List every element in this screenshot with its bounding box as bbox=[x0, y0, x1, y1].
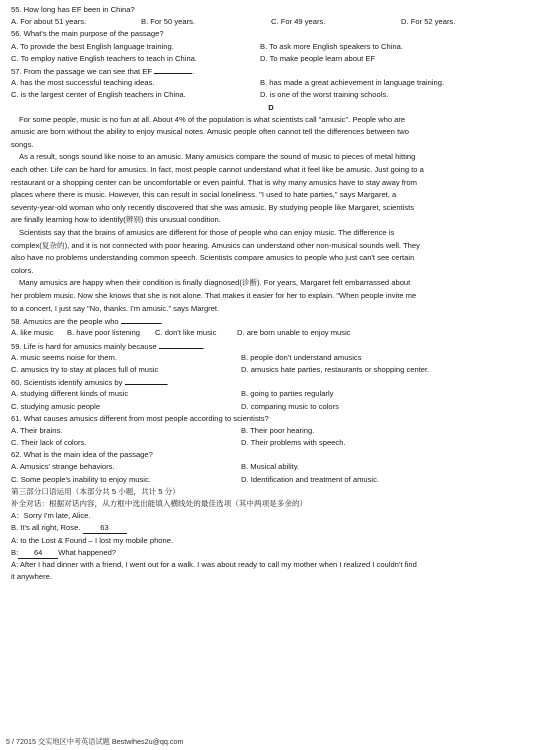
question-61-options-ab bbox=[11, 425, 531, 437]
question-59-options-ab bbox=[11, 352, 531, 364]
dialogue-line-3: A: to the Lost & Found – I lost my mobile phone. bbox=[11, 535, 174, 545]
option-55-a[interactable]: A. For about 51 years. bbox=[11, 17, 87, 27]
option-57-a[interactable]: A. has the most successful teaching ideas. bbox=[11, 78, 155, 88]
option-58-c[interactable]: C. don't like music bbox=[155, 328, 217, 338]
option-57-b[interactable]: B. has made a great achievement in language training. bbox=[260, 78, 445, 88]
dialogue-line-2: B. It's all right, Rose. 63 bbox=[11, 522, 531, 534]
option-56-c[interactable]: C. To employ native English teachers to teach in China. bbox=[11, 53, 198, 63]
option-58-d[interactable]: D. are born unable to enjoy music bbox=[237, 328, 351, 338]
option-60-b[interactable]: B. going to parties regularly bbox=[241, 389, 334, 399]
question-62-options-cd bbox=[11, 474, 531, 486]
option-57-d[interactable]: D. is one of the worst training schools. bbox=[260, 90, 389, 100]
dialogue-line-4: B: 64 What happened? bbox=[11, 547, 117, 557]
exam-page bbox=[11, 4, 531, 583]
question-62-options-ab bbox=[11, 461, 531, 473]
question-59-stem: 59. Life is hard for amusics mainly because . bbox=[11, 341, 205, 351]
answer-blank-64[interactable]: 64 bbox=[18, 548, 58, 559]
question-60-stem: 60. Scientists identify amusics by . bbox=[11, 378, 169, 388]
option-61-c[interactable]: C. Their lack of colors. bbox=[11, 438, 87, 448]
option-60-d[interactable]: D. comparing music to colors bbox=[241, 401, 339, 411]
question-58-stem: 58. Amusics are the people who . bbox=[11, 317, 163, 327]
part3-title: 第三部分口语运用（本部分共 5 小题，共计 5 分） bbox=[11, 486, 180, 496]
question-55-stem: 55. How long has EF been in China? bbox=[11, 5, 135, 14]
option-58-a[interactable]: A. like music bbox=[11, 328, 54, 338]
question-55-options bbox=[11, 16, 531, 28]
question-60-options-cd bbox=[11, 401, 531, 413]
option-59-b[interactable]: B. people don't understand amusics bbox=[241, 352, 362, 362]
question-57-options-cd bbox=[11, 89, 531, 101]
question-61-options-cd bbox=[11, 437, 531, 449]
section-d-label: D bbox=[268, 102, 274, 112]
answer-blank[interactable] bbox=[159, 340, 203, 349]
option-62-c[interactable]: C. Some people's inability to enjoy music. bbox=[11, 474, 151, 484]
option-59-d[interactable]: D. amusics hate parties, restaurants or shopping center. bbox=[241, 364, 430, 374]
option-58-b[interactable]: B. have poor listening bbox=[67, 328, 141, 338]
option-61-d[interactable]: D. Their problems with speech. bbox=[241, 438, 346, 448]
answer-blank[interactable] bbox=[121, 315, 161, 324]
page-footer: 5 / 72015 交实地区中考英语试题 Bestwihes2u@qq.com bbox=[6, 737, 184, 746]
answer-blank[interactable] bbox=[125, 376, 167, 385]
option-61-b[interactable]: B. Their poor hearing. bbox=[241, 425, 315, 435]
passage-paragraph-2: As a result, songs sound like noise to an amusic. Many amusics compare the sound of music to pieces of metal hitting each other. Life can be hard for amusics. In fact, most people cannot understand what it feel like be amusic. Just going to a restaurant or a shopping center can be uncomfortable or even painful. That is why many amusics have to stay away from places where there is music. However, this can result in social loneliness. "I used to hate parties," says Margaret, a seventy-year-old woman who only recently discovered that she was amusic. By studying people like Margaret, scientists are finally learning how to identify(辨别) this unusual condition. bbox=[11, 152, 424, 225]
question-56-options-cd bbox=[11, 53, 531, 65]
answer-blank-63[interactable]: 63 bbox=[83, 523, 127, 534]
answer-blank[interactable] bbox=[154, 65, 192, 74]
dialogue-line-1: A：Sorry I'm late, Alice. bbox=[11, 511, 91, 521]
option-59-c[interactable]: C. amusics try to stay at places full of music bbox=[11, 364, 159, 374]
question-61-stem: 61. What causes amusics different from most people according to scientists? bbox=[11, 413, 269, 423]
option-55-b[interactable]: B. For 50 years. bbox=[141, 17, 196, 27]
passage-paragraph-1: For some people, music is no fun at all. About 4% of the population is what scientists call "amusic". People who are amusic are born without the ability to enjoy musical notes. Amusic people often cannot tell the differences between two songs. bbox=[11, 114, 409, 149]
passage-paragraph-4: Many amusics are happy when their condition is finally diagnosed(诊断). For years, Margaret felt embarrassed about her problem music. Now she knows that she is not alone. That makes it easier for her to explain. "When people invite me to a concert, I just say "No, thanks. I'm amusic." says Margret. bbox=[11, 278, 417, 313]
option-56-b[interactable]: B. To ask more English speakers to China. bbox=[260, 41, 403, 51]
option-60-c[interactable]: C. studying amusic people bbox=[11, 401, 101, 411]
passage-paragraph-3: Scientists say that the brains of amusics are different for those of people who can enjoy music. The difference is complex(复杂的), and it is not connected with poor hearing. Amusics can understand other non-musical sounds well. They also have no problems understanding common speech. Scientists compare amusics to people who just can't see certain colors. bbox=[11, 228, 420, 275]
option-60-a[interactable]: A. studying different kinds of music bbox=[11, 389, 129, 399]
question-59-options-cd bbox=[11, 364, 531, 376]
question-57-stem: 57. From the passage we can see that EF . bbox=[11, 66, 195, 76]
option-55-c[interactable]: C. For 49 years. bbox=[271, 17, 326, 27]
option-61-a[interactable]: A. Their brains. bbox=[11, 425, 63, 435]
question-57-options-ab bbox=[11, 77, 531, 89]
question-62-stem: 62. What is the main idea of the passage? bbox=[11, 450, 153, 460]
option-57-c[interactable]: C. is the largest center of English teachers in China. bbox=[11, 90, 186, 100]
question-60-options-ab bbox=[11, 388, 531, 400]
part3-instruction: 补全对话：根据对话内容，从方框中选出能填入横线处的最佳选项（其中两项是多余的） bbox=[11, 499, 308, 508]
dialogue-line-6: it anywhere. bbox=[11, 572, 52, 582]
option-62-a[interactable]: A. Amusics' strange behaviors. bbox=[11, 462, 115, 472]
dialogue-line-5: A: After I had dinner with a friend, I went out for a walk. I was about ready to call my mother when I realized I couldn't find bbox=[11, 559, 417, 569]
option-56-d[interactable]: D. To make people learn about EF bbox=[260, 53, 376, 63]
question-58-options bbox=[11, 327, 531, 339]
question-56-stem: 56. What's the main purpose of the passage? bbox=[11, 29, 164, 39]
option-62-d[interactable]: D. Identification and treatment of amusic. bbox=[241, 474, 380, 484]
question-56-options-ab bbox=[11, 41, 531, 53]
option-62-b[interactable]: B. Musical ability. bbox=[241, 462, 300, 472]
option-56-a[interactable]: A. To provide the best English language training. bbox=[11, 41, 174, 51]
option-59-a[interactable]: A. music seems noise for them. bbox=[11, 352, 117, 362]
option-55-d[interactable]: D. For 52 years. bbox=[401, 17, 456, 27]
